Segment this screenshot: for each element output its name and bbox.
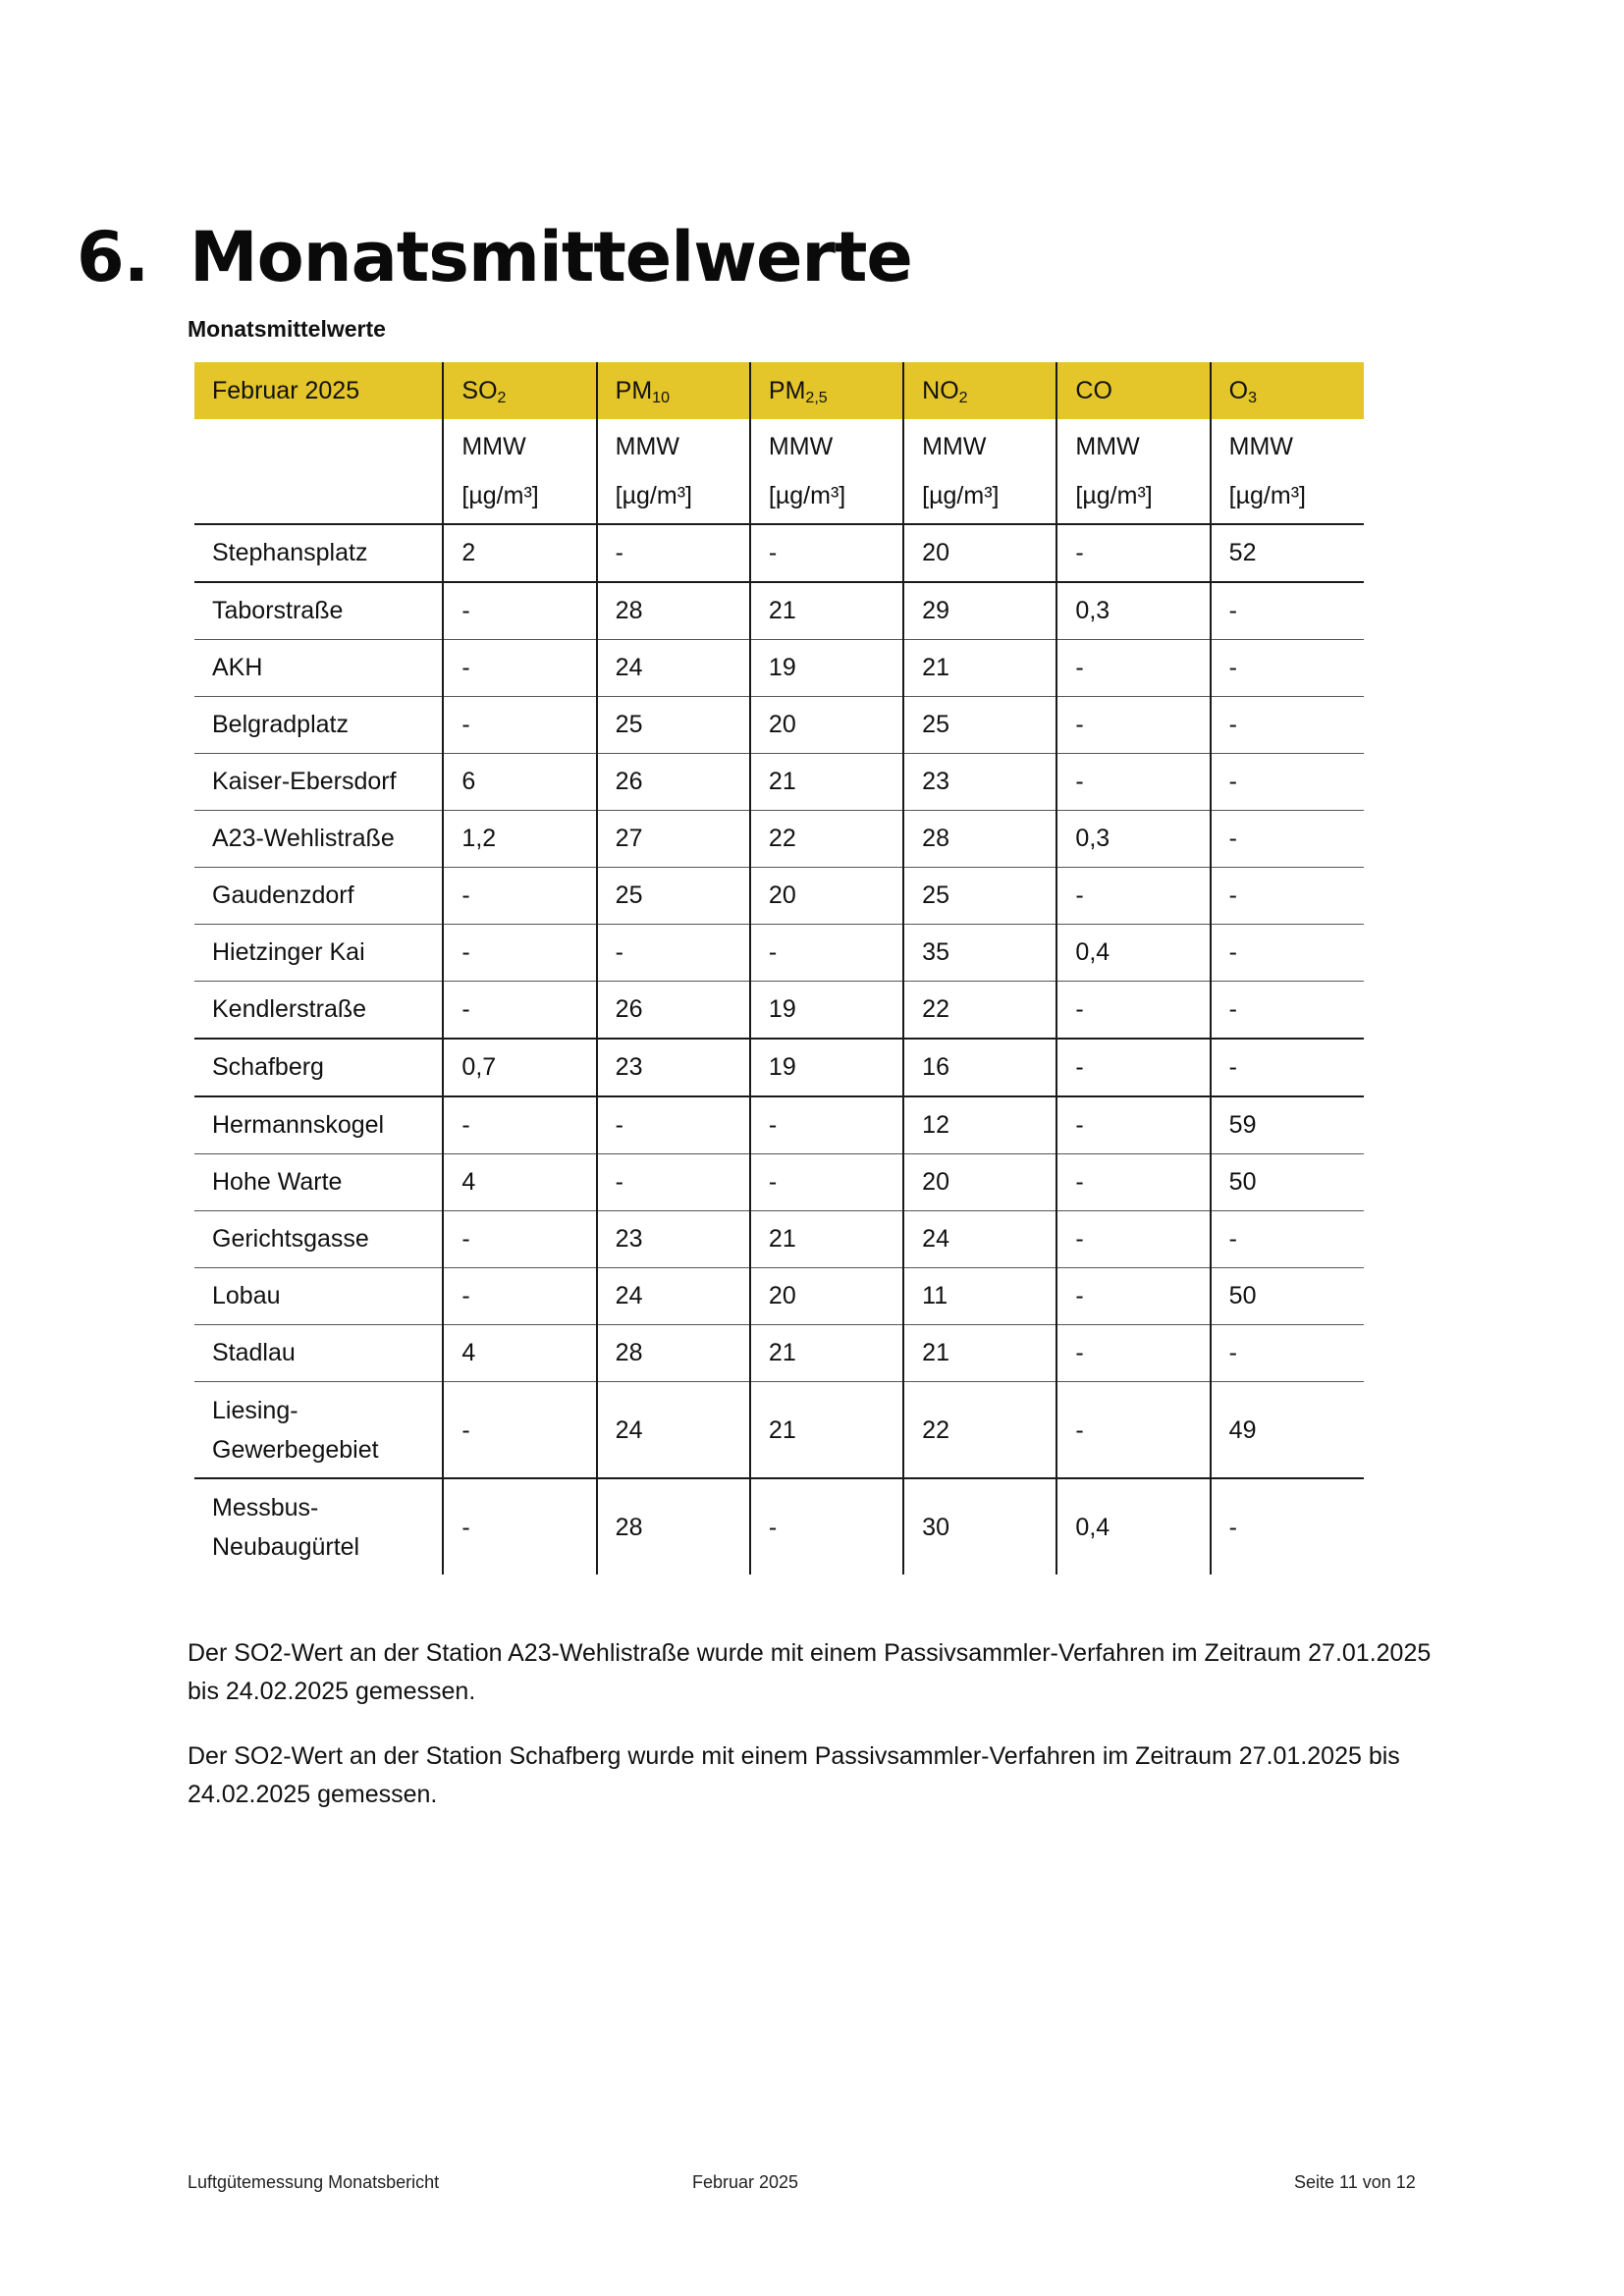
station-name: Taborstraße [194, 582, 443, 640]
value-cell: - [443, 1478, 596, 1575]
table-row [194, 640, 1364, 697]
station-name: Liesing- Gewerbegebiet [194, 1382, 443, 1479]
value-cell: 6 [443, 754, 596, 811]
value-cell: 21 [750, 1325, 903, 1382]
table-row [194, 1039, 1364, 1096]
value-cell: 28 [903, 811, 1056, 868]
station-name: Stephansplatz [194, 524, 443, 582]
value-cell: 2 [443, 524, 596, 582]
value-cell: - [1211, 811, 1364, 868]
value-cell: - [750, 925, 903, 982]
table-row [194, 697, 1364, 754]
value-cell: 21 [750, 1211, 903, 1268]
pollutant-header-no2: $NO_2$ [903, 362, 1056, 419]
value-cell: 50 [1211, 1154, 1364, 1211]
footer-page-number: Seite 11 von 12 [1294, 2172, 1416, 2192]
value-cell: 35 [903, 925, 1056, 982]
value-cell: - [443, 925, 596, 982]
table-row [194, 811, 1364, 868]
section-heading [77, 216, 912, 297]
value-cell: 52 [1211, 524, 1364, 582]
period-header: Februar 2025 [194, 362, 443, 419]
note-a23: Der SO2-Wert an der Station A23-Wehlistraße wurde mit einem Passivsammler-Verfahren im Zeitraum 27.01.2025 bis 24.02.2025 gemessen. [188, 1639, 1432, 1705]
value-cell: - [443, 697, 596, 754]
unit-cell: MMW [µg/m³] [750, 419, 903, 524]
notes [188, 1634, 1464, 1841]
table-row [194, 982, 1364, 1040]
value-cell: - [1211, 754, 1364, 811]
value-cell: 20 [750, 868, 903, 925]
value-cell: - [1211, 582, 1364, 640]
value-cell: - [1056, 982, 1210, 1040]
value-cell: - [1056, 1039, 1210, 1096]
value-cell: 26 [597, 754, 750, 811]
value-cell: 25 [903, 697, 1056, 754]
value-cell: 25 [597, 697, 750, 754]
value-cell: 20 [903, 1154, 1056, 1211]
value-cell: 21 [750, 582, 903, 640]
value-cell: 21 [903, 1325, 1056, 1382]
value-cell: - [1056, 1211, 1210, 1268]
station-name: Kendlerstraße [194, 982, 443, 1040]
table-row [194, 1382, 1364, 1479]
pollutant-header-pm25: $PM_{2,5}$ [750, 362, 903, 419]
value-cell: - [1211, 1325, 1364, 1382]
table-row [194, 582, 1364, 640]
note-schafberg: Der SO2-Wert an der Station Schafberg wurde mit einem Passivsammler-Verfahren im Zeitraum 27.01.2025 bis 24.02.2025 gemessen. [188, 1742, 1400, 1808]
station-name: Hohe Warte [194, 1154, 443, 1211]
value-cell: 0,3 [1056, 811, 1210, 868]
value-cell: 22 [750, 811, 903, 868]
value-cell: 11 [903, 1268, 1056, 1325]
value-cell: 28 [597, 1325, 750, 1382]
value-cell: 4 [443, 1154, 596, 1211]
value-cell: - [1211, 925, 1364, 982]
value-cell: 20 [903, 524, 1056, 582]
value-cell: - [597, 524, 750, 582]
value-cell: 21 [903, 640, 1056, 697]
unit-cell: MMW [µg/m³] [1056, 419, 1210, 524]
unit-cell: MMW [µg/m³] [1211, 419, 1364, 524]
station-name: AKH [194, 640, 443, 697]
value-cell: 25 [903, 868, 1056, 925]
table-row [194, 868, 1364, 925]
value-cell: - [1056, 1325, 1210, 1382]
table-header-row [194, 362, 1364, 419]
table-row [194, 1154, 1364, 1211]
value-cell: 59 [1211, 1096, 1364, 1154]
value-cell: 28 [597, 582, 750, 640]
table-caption: Monatsmittelwerte [188, 316, 386, 342]
value-cell: - [1056, 754, 1210, 811]
unit-cell: MMW [µg/m³] [903, 419, 1056, 524]
value-cell: 24 [597, 640, 750, 697]
section-title: Monatsmittelwerte [189, 216, 912, 297]
table-body [194, 524, 1364, 1575]
value-cell: - [597, 1096, 750, 1154]
value-cell: - [443, 1211, 596, 1268]
monthly-means-table [194, 362, 1364, 1575]
station-name: Kaiser-Ebersdorf [194, 754, 443, 811]
value-cell: 23 [597, 1211, 750, 1268]
value-cell: - [750, 1096, 903, 1154]
station-name: Hietzinger Kai [194, 925, 443, 982]
value-cell: - [443, 1096, 596, 1154]
unit-cell: MMW [µg/m³] [443, 419, 596, 524]
units-empty-cell [194, 419, 443, 524]
value-cell: 12 [903, 1096, 1056, 1154]
value-cell: 27 [597, 811, 750, 868]
station-name: Lobau [194, 1268, 443, 1325]
value-cell: 16 [903, 1039, 1056, 1096]
station-name: Gerichtsgasse [194, 1211, 443, 1268]
value-cell: 21 [750, 754, 903, 811]
table-row [194, 1096, 1364, 1154]
value-cell: 1,2 [443, 811, 596, 868]
value-cell: - [1211, 1478, 1364, 1575]
value-cell: 0,4 [1056, 925, 1210, 982]
value-cell: 21 [750, 1382, 903, 1479]
value-cell: 20 [750, 1268, 903, 1325]
value-cell: - [443, 868, 596, 925]
value-cell: - [1211, 1039, 1364, 1096]
value-cell: - [443, 982, 596, 1040]
value-cell: 20 [750, 697, 903, 754]
value-cell: 30 [903, 1478, 1056, 1575]
value-cell: 0,3 [1056, 582, 1210, 640]
station-name: Belgradplatz [194, 697, 443, 754]
value-cell: - [443, 1382, 596, 1479]
value-cell: - [1211, 982, 1364, 1040]
section-number: 6. [77, 216, 149, 297]
table-row [194, 754, 1364, 811]
value-cell: 24 [597, 1268, 750, 1325]
value-cell: 0,4 [1056, 1478, 1210, 1575]
station-name: Hermannskogel [194, 1096, 443, 1154]
value-cell: 22 [903, 1382, 1056, 1479]
pollutant-header-o3: $O_3$ [1211, 362, 1364, 419]
footer-report-name: Luftgütemessung Monatsbericht [188, 2172, 440, 2192]
value-cell: - [750, 1478, 903, 1575]
value-cell: - [1056, 1096, 1210, 1154]
value-cell: - [750, 524, 903, 582]
station-name: Schafberg [194, 1039, 443, 1096]
value-cell: - [443, 1268, 596, 1325]
value-cell: - [1056, 640, 1210, 697]
value-cell: - [1211, 1211, 1364, 1268]
value-cell: 0,7 [443, 1039, 596, 1096]
value-cell: - [1056, 868, 1210, 925]
value-cell: - [1211, 868, 1364, 925]
station-name: Messbus- Neubaugürtel [212, 1493, 360, 1561]
value-cell: 19 [750, 982, 903, 1040]
value-cell: - [1211, 697, 1364, 754]
table-row [194, 1211, 1364, 1268]
value-cell: - [443, 582, 596, 640]
value-cell: 22 [903, 982, 1056, 1040]
table-row [194, 1478, 1364, 1575]
station-name: A23-Wehlistraße [194, 811, 443, 868]
value-cell: - [597, 1154, 750, 1211]
pollutant-header-co: CO [1056, 362, 1210, 419]
pollutant-header-pm10: $PM_{10}$ [597, 362, 750, 419]
value-cell: 28 [597, 1478, 750, 1575]
value-cell: 50 [1211, 1268, 1364, 1325]
footer-month: Februar 2025 [692, 2172, 799, 2192]
value-cell: - [750, 1154, 903, 1211]
unit-cell: MMW [µg/m³] [597, 419, 750, 524]
value-cell: 25 [597, 868, 750, 925]
value-cell: - [1056, 697, 1210, 754]
value-cell: 29 [903, 582, 1056, 640]
value-cell: 26 [597, 982, 750, 1040]
value-cell: 4 [443, 1325, 596, 1382]
table-row [194, 925, 1364, 982]
value-cell: 24 [903, 1211, 1056, 1268]
pollutant-header-so2: $SO_2$ [443, 362, 596, 419]
value-cell: - [1056, 1154, 1210, 1211]
value-cell: - [443, 640, 596, 697]
table-row [194, 1325, 1364, 1382]
value-cell: 19 [750, 640, 903, 697]
value-cell: - [1056, 1268, 1210, 1325]
units-row [194, 419, 1364, 524]
table-row [194, 524, 1364, 582]
value-cell: - [1056, 1382, 1210, 1479]
value-cell: 19 [750, 1039, 903, 1096]
table-row [194, 1268, 1364, 1325]
value-cell: - [1211, 640, 1364, 697]
value-cell: 23 [597, 1039, 750, 1096]
value-cell: - [597, 925, 750, 982]
value-cell: 49 [1211, 1382, 1364, 1479]
value-cell: 23 [903, 754, 1056, 811]
station-name: Stadlau [194, 1325, 443, 1382]
station-name: Gaudenzdorf [194, 868, 443, 925]
value-cell: - [1056, 524, 1210, 582]
value-cell: 24 [597, 1382, 750, 1479]
